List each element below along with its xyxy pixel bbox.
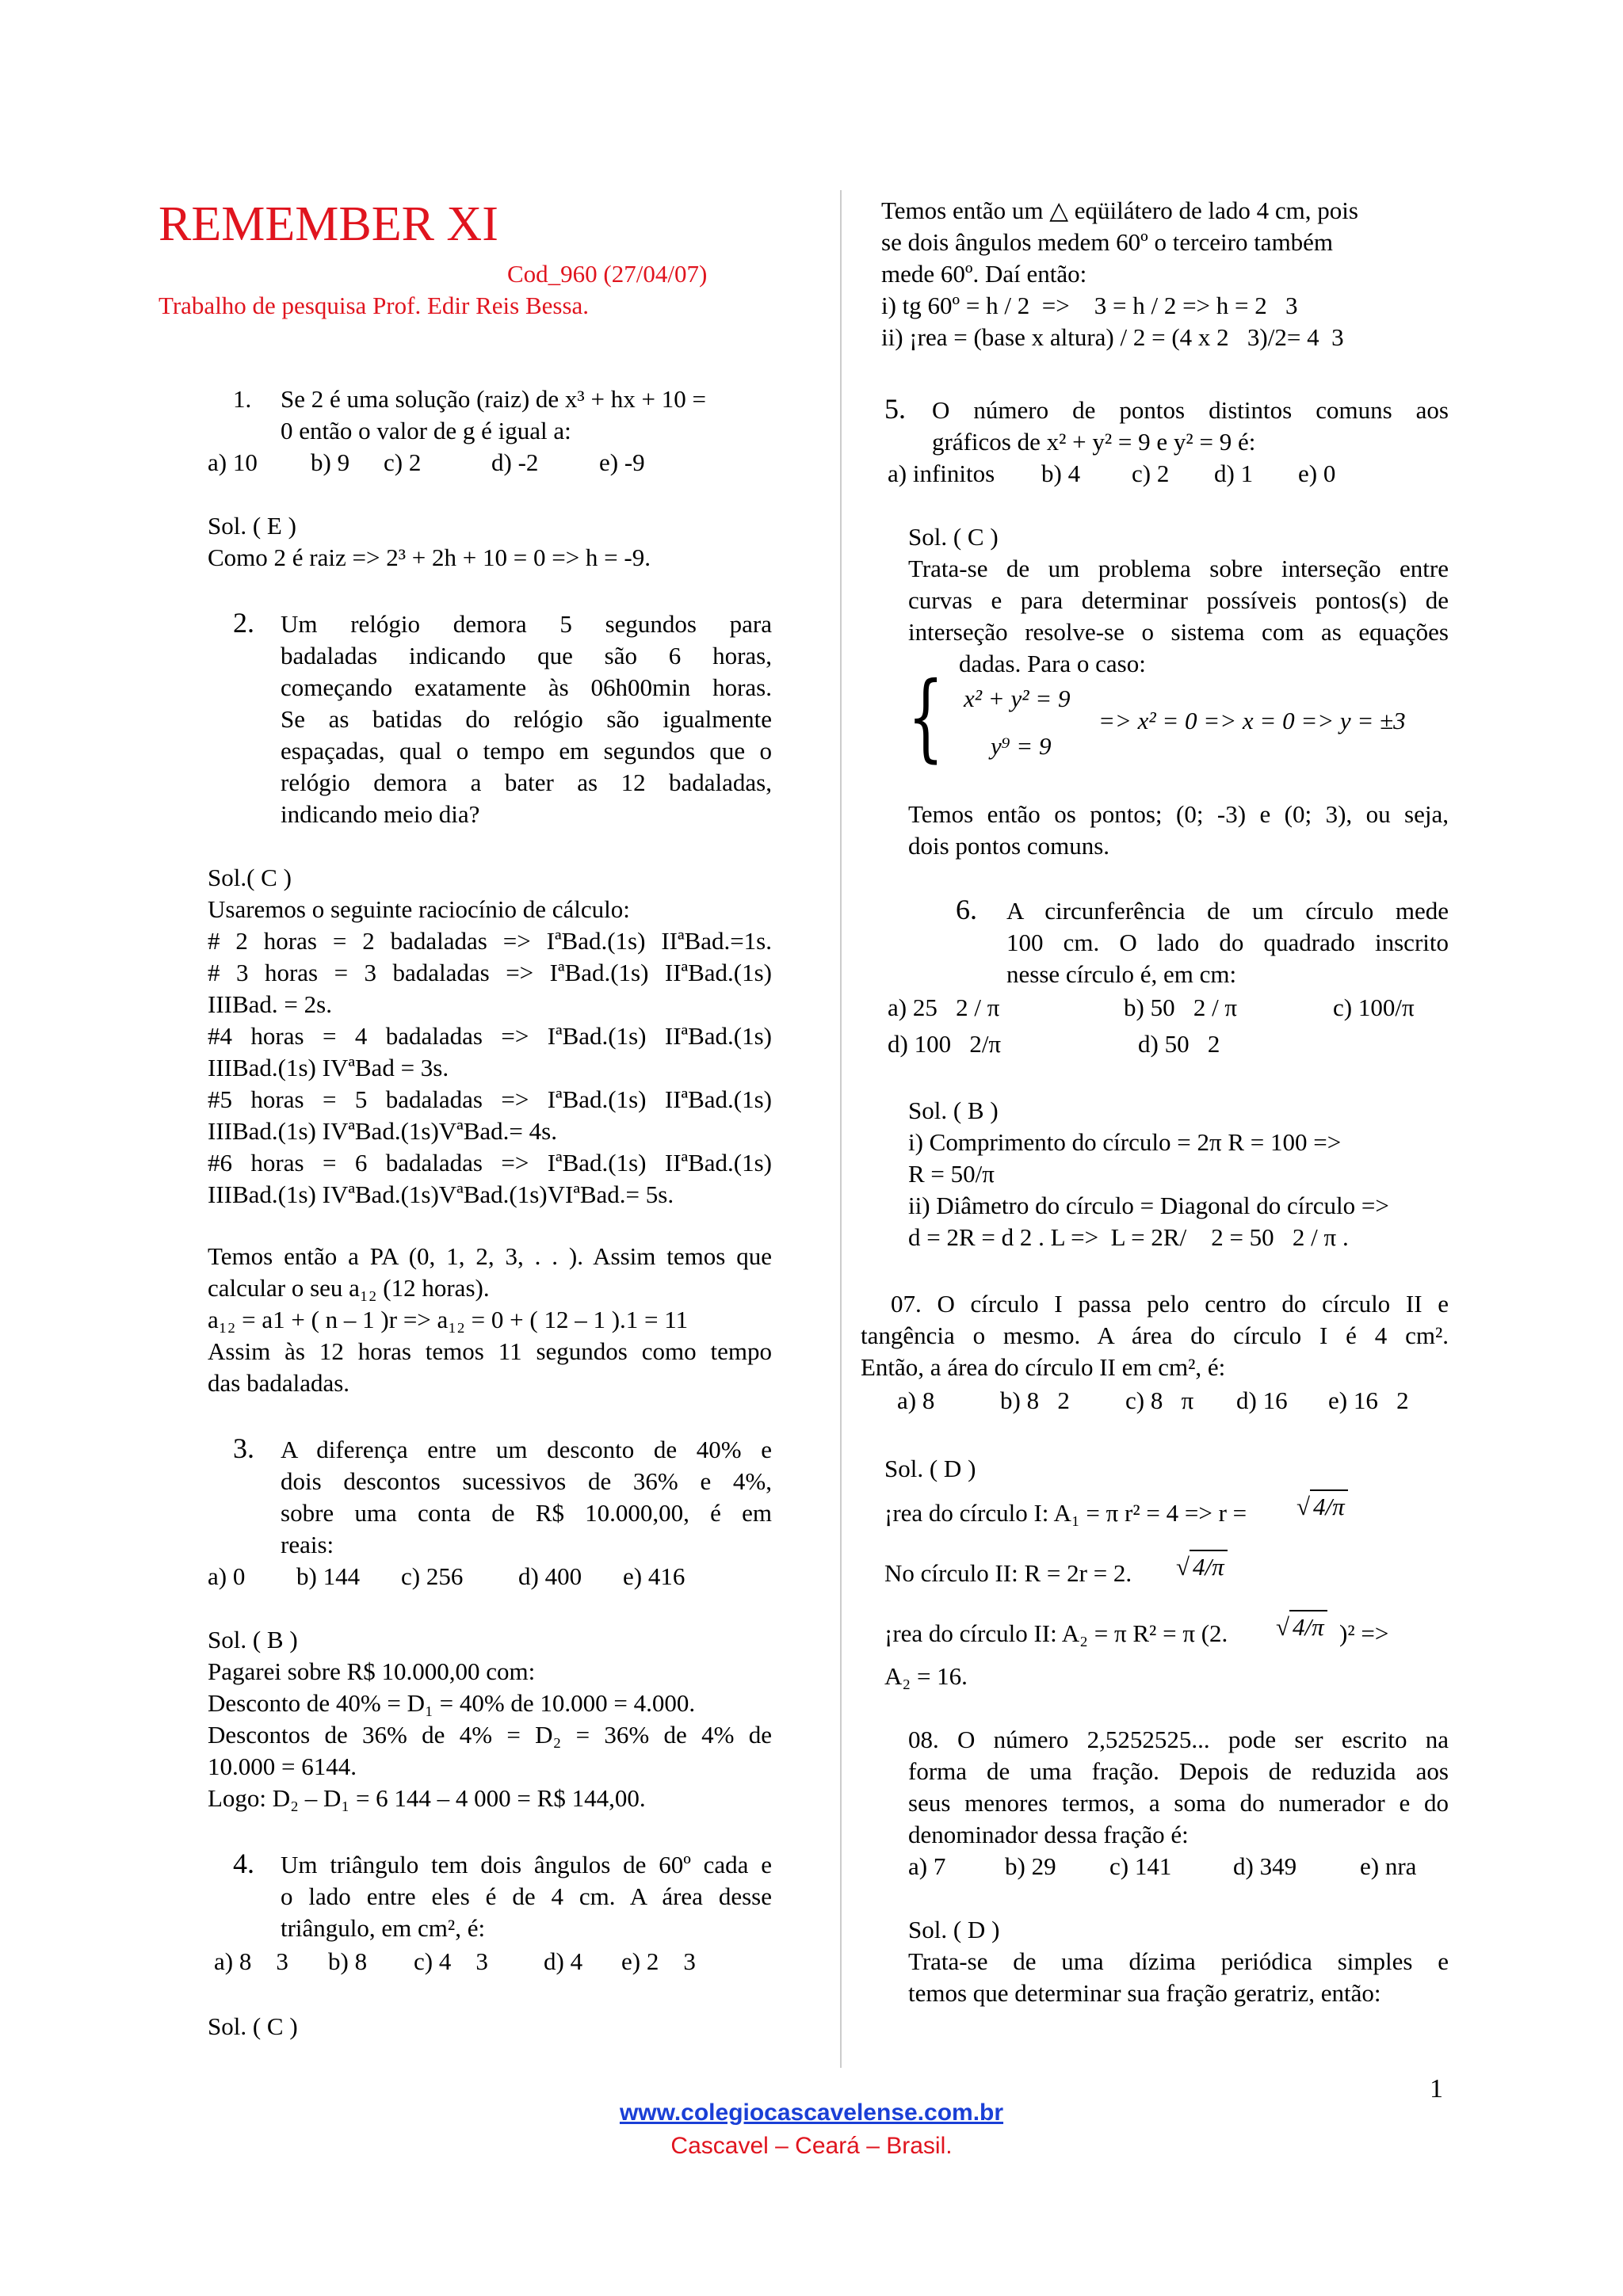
q4-option: c) 4 3 <box>414 1947 488 1975</box>
q2-solution-text: Usaremos o seguinte raciocínio de cálculo: <box>208 895 630 923</box>
column-divider <box>840 190 842 2068</box>
q5-option: c) 2 <box>1132 460 1170 487</box>
q1-option: e) -9 <box>599 448 645 476</box>
q6-solution-text: d = 2R = d 2 . L => L = 2R/ 2 = 50 2 / π . <box>908 1223 1349 1251</box>
q3-text: sobre uma conta de R$ 10.000,00, é em <box>281 1499 772 1527</box>
q2-solution-text: #5 horas = 5 badaladas => IªBad.(1s) IIªBad.(1s) <box>208 1085 772 1113</box>
q1-solution-label: Sol. ( E ) <box>208 512 296 540</box>
q5-option: d) 1 <box>1214 460 1254 487</box>
q4-continuation: se dois ângulos medem 60º o terceiro também <box>881 228 1334 256</box>
q7-text: 07. O círculo I passa pelo centro do círculo II e <box>891 1290 1449 1318</box>
q2-text: indicando meio dia? <box>281 800 480 828</box>
q4-continuation: Temos então um △ eqüilátero de lado 4 cm, pois <box>881 196 1358 224</box>
q3-text: dois descontos sucessivos de 36% e 4%, <box>281 1467 772 1495</box>
sqrt-icon: √ <box>1276 1613 1290 1641</box>
q8-text: 08. O número 2,5252525... pode ser escrito na <box>908 1726 1449 1753</box>
q6-text: A circunferência de um círculo mede <box>1006 897 1449 925</box>
q6-option: d) 100 2/π <box>888 1030 1002 1058</box>
sqrt-radical <box>1176 1550 1228 1583</box>
q7-solution-label: Sol. ( D ) <box>884 1455 976 1482</box>
radicand: 4/π <box>1310 1489 1348 1523</box>
q2-solution-text: IIIBad. = 2s. <box>208 990 332 1018</box>
q1-option: b) 9 <box>311 448 350 476</box>
q6-solution-text: ii) Diâmetro do círculo = Diagonal do círculo => <box>908 1192 1389 1219</box>
q2-text: badaladas indicando que são 6 horas, <box>281 642 772 669</box>
q2-text: Um relógio demora 5 segundos para <box>281 610 772 638</box>
q6-text: 100 cm. O lado do quadrado inscrito <box>1006 929 1449 956</box>
q3-option: e) 416 <box>623 1562 685 1590</box>
q3-option: d) 400 <box>518 1562 582 1590</box>
q8-option: b) 29 <box>1005 1852 1056 1880</box>
q4-text: o lado entre eles é de 4 cm. A área desse <box>281 1882 772 1910</box>
radicand: 4/π <box>1190 1550 1228 1583</box>
q1-option: c) 2 <box>384 448 422 476</box>
system-equation-2: y⁹ = 9 <box>991 732 1052 760</box>
q1-solution-text: Como 2 é raiz => 2³ + 2h + 10 = 0 => h = -9. <box>208 543 651 571</box>
q3-text: A diferença entre um desconto de 40% e <box>281 1436 772 1463</box>
document-subtitle: Trabalho de pesquisa Prof. Edir Reis Bessa. <box>158 292 590 319</box>
q5-solution-text: interseção resolve-se o sistema com as equações <box>908 618 1449 646</box>
q8-solution-label: Sol. ( D ) <box>908 1916 1000 1943</box>
footer-link-row <box>0 2100 1623 2126</box>
q5-text: gráficos de x² + y² = 9 e y² = 9 é: <box>932 428 1256 456</box>
q5-conclusion: dois pontos comuns. <box>908 832 1110 860</box>
sqrt-radical <box>1296 1489 1348 1523</box>
q2-number: 2. <box>233 607 254 639</box>
q5-option: a) infinitos <box>888 460 995 487</box>
q1-option: d) -2 <box>491 448 539 476</box>
q2-text: Se as batidas do relógio são igualmente <box>281 705 772 733</box>
q1-number: 1. <box>233 385 252 413</box>
q8-option: d) 349 <box>1233 1852 1297 1880</box>
q6-solution-text: i) Comprimento do círculo = 2π R = 100 => <box>908 1128 1342 1156</box>
document-code: Cod_960 (27/04/07) <box>507 260 708 288</box>
q7-text: Então, a área do círculo II em cm², é: <box>861 1353 1226 1381</box>
q8-solution-text: Trata-se de uma dízima periódica simples e <box>908 1947 1449 1975</box>
q5-solution-text: Trata-se de um problema sobre interseção entre <box>908 555 1449 582</box>
q3-solution-text: Pagarei sobre R$ 10.000,00 com: <box>208 1657 536 1685</box>
q4-option: d) 4 <box>544 1947 583 1975</box>
q8-text: denominador dessa fração é: <box>908 1821 1189 1848</box>
q4-option: a) 8 3 <box>214 1947 288 1975</box>
q3-option: b) 144 <box>296 1562 361 1590</box>
q3-text: reais: <box>281 1531 334 1558</box>
q1-text: Se 2 é uma solução (raiz) de x³ + hx + 10 = <box>281 385 706 413</box>
q3-number: 3. <box>233 1432 254 1464</box>
q2-pa-text: Assim às 12 horas temos 11 segundos como tempo <box>208 1337 772 1365</box>
q6-option: d) 50 2 <box>1138 1030 1220 1058</box>
q7-option: e) 16 2 <box>1328 1386 1409 1414</box>
q7-solution-text: ¡rea do círculo II: A₂ = π R² = π (2. <box>884 1619 1228 1647</box>
q7-text: tangência o mesmo. A área do círculo I é 4 cm². <box>861 1322 1449 1349</box>
q2-pa-text: a₁₂ = a1 + ( n – 1 )r => a₁₂ = 0 + ( 12 – 1 ).1 = 11 <box>208 1306 689 1333</box>
q5-number: 5. <box>884 393 906 425</box>
q1-option: a) 10 <box>208 448 258 476</box>
q2-pa-text: calcular o seu a₁₂ (12 horas). <box>208 1274 490 1302</box>
q5-conclusion: Temos então os pontos; (0; -3) e (0; 3), ou seja, <box>908 800 1449 828</box>
sqrt-icon: √ <box>1176 1553 1190 1581</box>
q7-solution-text: ¡rea do círculo I: A₁ = π r² = 4 => r = <box>884 1499 1247 1527</box>
q6-option: a) 25 2 / π <box>888 994 1000 1021</box>
q4-continuation: ii) ¡rea = (base x altura) / 2 = (4 x 2 3)/2= 4 3 <box>881 323 1344 351</box>
q8-solution-text: temos que determinar sua fração geratriz, então: <box>908 1979 1381 2007</box>
q5-solution-text: curvas e para determinar possíveis pontos(s) de <box>908 586 1449 614</box>
page-number: 1 <box>1430 2074 1443 2103</box>
q1-text: 0 então o valor de g é igual a: <box>281 417 571 444</box>
q8-option: a) 7 <box>908 1852 946 1880</box>
q6-solution-text: R = 50/π <box>908 1160 995 1188</box>
website-link[interactable]: www.colegiocascavelense.com.br <box>619 2100 1004 2126</box>
sqrt-icon: √ <box>1296 1493 1311 1520</box>
q3-solution-label: Sol. ( B ) <box>208 1626 298 1653</box>
q4-continuation: mede 60º. Daí então: <box>881 260 1087 288</box>
q3-option: c) 256 <box>401 1562 464 1590</box>
page-title: REMEMBER XI <box>158 197 498 251</box>
q3-option: a) 0 <box>208 1562 246 1590</box>
q7-option: a) 8 <box>897 1386 935 1414</box>
q2-solution-text: #4 horas = 4 badaladas => IªBad.(1s) IIªBad.(1s) <box>208 1022 772 1050</box>
q2-text: relógio demora a bater as 12 badaladas, <box>281 769 772 796</box>
q2-text: começando exatamente às 06h00min horas. <box>281 673 772 701</box>
q6-solution-label: Sol. ( B ) <box>908 1097 999 1124</box>
q5-text: O número de pontos distintos comuns aos <box>932 396 1449 424</box>
q3-solution-text: Desconto de 40% = D₁ = 40% de 10.000 = 4.000. <box>208 1689 696 1717</box>
q8-text: seus menores termos, a soma do numerador e do <box>908 1789 1449 1817</box>
q7-option: c) 8 π <box>1125 1386 1194 1414</box>
q3-solution-text: Logo: D₂ – D₁ = 6 144 – 4 000 = R$ 144,00. <box>208 1784 646 1812</box>
footer-city: Cascavel – Ceará – Brasil. <box>670 2133 953 2159</box>
q8-text: forma de uma fração. Depois de reduzida aos <box>908 1757 1449 1785</box>
q6-option: b) 50 2 / π <box>1124 994 1238 1021</box>
q4-text: Um triângulo tem dois ângulos de 60º cada e <box>281 1851 772 1878</box>
q4-solution-label: Sol. ( C ) <box>208 2012 298 2040</box>
q7-option: b) 8 2 <box>1000 1386 1070 1414</box>
system-brace: { <box>907 662 945 772</box>
q8-option: c) 141 <box>1109 1852 1172 1880</box>
q7-solution-text: )² => <box>1339 1619 1389 1647</box>
q2-solution-text: IIIBad.(1s) IVªBad.(1s)VªBad.= 4s. <box>208 1117 557 1145</box>
q2-text: espaçadas, qual o tempo em segundos que o <box>281 737 772 765</box>
q2-pa-text: Temos então a PA (0, 1, 2, 3, . . ). Assim temos que <box>208 1242 772 1270</box>
q6-option: c) 100/π <box>1333 994 1415 1021</box>
q2-solution-text: IIIBad.(1s) IVªBad.(1s)VªBad.(1s)VIªBad.= 5s. <box>208 1180 674 1208</box>
q7-solution-text: A₂ = 16. <box>884 1662 968 1690</box>
q4-text: triângulo, em cm², é: <box>281 1914 486 1942</box>
system-result: => x² = 0 => x = 0 => y = ±3 <box>1098 707 1406 734</box>
q5-solution-text: dadas. Para o caso: <box>959 650 1146 677</box>
q4-option: e) 2 3 <box>621 1947 696 1975</box>
q5-option: b) 4 <box>1041 460 1081 487</box>
q4-number: 4. <box>233 1848 254 1879</box>
q7-solution-text: No círculo II: R = 2r = 2. <box>884 1559 1132 1587</box>
q6-number: 6. <box>956 894 977 925</box>
radicand: 4/π <box>1289 1610 1327 1643</box>
q2-pa-text: das badaladas. <box>208 1369 350 1397</box>
q4-option: b) 8 <box>328 1947 368 1975</box>
q2-solution-label: Sol.( C ) <box>208 864 292 891</box>
q2-solution-text: # 2 horas = 2 badaladas => IªBad.(1s) IIªBad.=1s. <box>208 927 772 955</box>
q5-option: e) 0 <box>1298 460 1336 487</box>
q7-option: d) 16 <box>1236 1386 1288 1414</box>
sqrt-radical <box>1276 1610 1327 1643</box>
q3-solution-text: Descontos de 36% de 4% = D₂ = 36% de 4% de <box>208 1721 772 1749</box>
q8-option: e) nra <box>1360 1852 1417 1880</box>
q2-solution-text: #6 horas = 6 badaladas => IªBad.(1s) IIªBad.(1s) <box>208 1149 772 1177</box>
system-equation-1: x² + y² = 9 <box>964 685 1071 712</box>
q5-solution-label: Sol. ( C ) <box>908 523 999 551</box>
q6-text: nesse círculo é, em cm: <box>1006 960 1237 988</box>
q2-solution-text: # 3 horas = 3 badaladas => IªBad.(1s) IIªBad.(1s) <box>208 959 772 986</box>
q3-solution-text: 10.000 = 6144. <box>208 1753 357 1780</box>
q2-solution-text: IIIBad.(1s) IVªBad = 3s. <box>208 1054 449 1081</box>
q4-continuation: i) tg 60º = h / 2 => 3 = h / 2 => h = 2 3 <box>881 292 1298 319</box>
